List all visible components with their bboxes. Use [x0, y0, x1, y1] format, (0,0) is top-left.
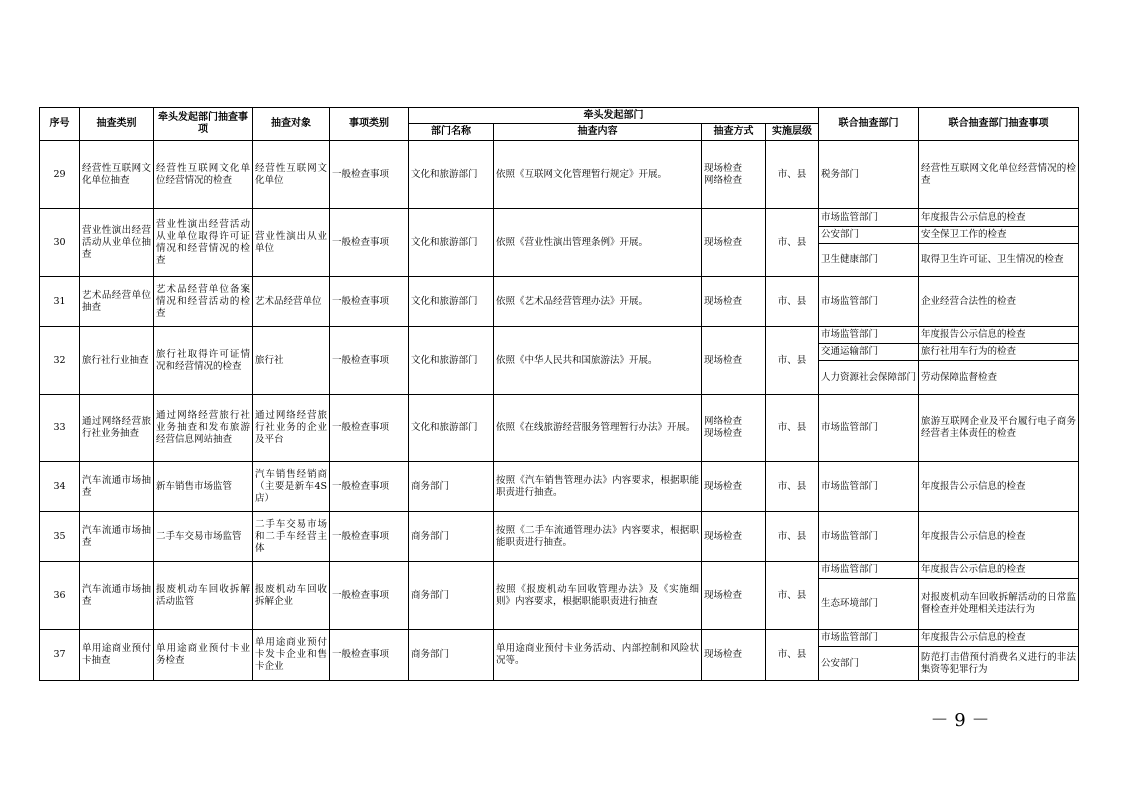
joint-item-cell: 年度报告公示信息的检查: [919, 512, 1079, 562]
lead-item-cell: 新车销售市场监管: [154, 462, 253, 512]
content-cell: 依照《营业性演出管理条例》开展。: [494, 209, 702, 277]
target-cell: 单用途商业预付卡发卡企业和售卡企业: [253, 630, 330, 681]
joint-item-cell: 安全保卫工作的检查: [919, 227, 1079, 244]
joint-dept-cell: 交通运输部门: [819, 344, 919, 361]
joint-dept-cell: 公安部门: [819, 647, 919, 681]
joint-item-cell: 年度报告公示信息的检查: [919, 630, 1079, 647]
table-row: [40, 209, 1079, 227]
seq-cell: 35: [40, 512, 80, 562]
method-cell: 现场检查 网络检查: [702, 141, 766, 209]
item-type-cell: 一般检查事项: [330, 462, 409, 512]
item-type-cell: 一般检查事项: [330, 395, 409, 462]
joint-dept-cell: 公安部门: [819, 227, 919, 244]
joint-dept-cell: 市场监管部门: [819, 209, 919, 227]
inspection-table: [39, 107, 1079, 681]
header-joint-item: 联合抽查部门抽查事项: [919, 108, 1079, 141]
level-cell: 市、县: [766, 395, 819, 462]
table-row: [40, 277, 1079, 327]
item-type-cell: 一般检查事项: [330, 327, 409, 395]
category-cell: 通过网络经营旅行社业务抽查: [80, 395, 154, 462]
dept-name-cell: 商务部门: [409, 562, 494, 630]
joint-item-cell: 年度报告公示信息的检查: [919, 327, 1079, 344]
lead-item-cell: 旅行社取得许可证情况和经营情况的检查: [154, 327, 253, 395]
target-cell: 汽车销售经销商（主要是新车4S店）: [253, 462, 330, 512]
dept-name-cell: 商务部门: [409, 630, 494, 681]
level-cell: 市、县: [766, 630, 819, 681]
header-item-type: 事项类别: [330, 108, 409, 141]
item-type-cell: 一般检查事项: [330, 277, 409, 327]
seq-cell: 36: [40, 562, 80, 630]
lead-item-cell: 营业性演出经营活动从业单位取得许可证情况和经营情况的检查: [154, 209, 253, 277]
table-header: [40, 108, 1079, 141]
category-cell: 汽车流通市场抽查: [80, 562, 154, 630]
joint-item-cell: 防范打击借预付消费名义进行的非法集资等犯罪行为: [919, 647, 1079, 681]
category-cell: 汽车流通市场抽查: [80, 512, 154, 562]
target-cell: 营业性演出从业单位: [253, 209, 330, 277]
header-dept-name: 部门名称: [409, 124, 494, 141]
header-content: 抽查内容: [494, 124, 702, 141]
seq-cell: 32: [40, 327, 80, 395]
item-type-cell: 一般检查事项: [330, 209, 409, 277]
joint-dept-cell: 卫生健康部门: [819, 244, 919, 277]
category-cell: 经营性互联网文化单位抽查: [80, 141, 154, 209]
method-cell: 现场检查: [702, 630, 766, 681]
header-lead-dept: 牵头发起部门: [409, 108, 819, 124]
joint-item-cell: 经营性互联网文化单位经营情况的检查: [919, 141, 1079, 209]
level-cell: 市、县: [766, 462, 819, 512]
item-type-cell: 一般检查事项: [330, 141, 409, 209]
joint-dept-cell: 人力资源社会保障部门: [819, 361, 919, 395]
method-cell: 现场检查: [702, 277, 766, 327]
lead-item-cell: 单用途商业预付卡业务检查: [154, 630, 253, 681]
target-cell: 报废机动车回收拆解企业: [253, 562, 330, 630]
lead-item-cell: 经营性互联网文化单位经营情况的检查: [154, 141, 253, 209]
category-cell: 汽车流通市场抽查: [80, 462, 154, 512]
item-type-cell: 一般检查事项: [330, 562, 409, 630]
category-cell: 艺术品经营单位抽查: [80, 277, 154, 327]
header-method: 抽查方式: [702, 124, 766, 141]
table-row: [40, 327, 1079, 344]
target-cell: 艺术品经营单位: [253, 277, 330, 327]
header-lead-item: 牵头发起部门抽查事项: [154, 108, 253, 141]
seq-cell: 30: [40, 209, 80, 277]
level-cell: 市、县: [766, 141, 819, 209]
dept-name-cell: 文化和旅游部门: [409, 327, 494, 395]
joint-dept-cell: 市场监管部门: [819, 630, 919, 647]
table-row: [40, 141, 1079, 209]
seq-cell: 33: [40, 395, 80, 462]
method-cell: 现场检查: [702, 562, 766, 630]
lead-item-cell: 艺术品经营单位备案情况和经营活动的检查: [154, 277, 253, 327]
header-level: 实施层级: [766, 124, 819, 141]
level-cell: 市、县: [766, 512, 819, 562]
dept-name-cell: 商务部门: [409, 512, 494, 562]
seq-cell: 37: [40, 630, 80, 681]
joint-dept-cell: 市场监管部门: [819, 462, 919, 512]
joint-dept-cell: 市场监管部门: [819, 395, 919, 462]
content-cell: 按照《报废机动车回收管理办法》及《实施细则》内容要求，根据职能职责进行抽查: [494, 562, 702, 630]
dept-name-cell: 商务部门: [409, 462, 494, 512]
lead-item-cell: 报废机动车回收拆解活动监管: [154, 562, 253, 630]
joint-dept-cell: 生态环境部门: [819, 579, 919, 630]
dept-name-cell: 文化和旅游部门: [409, 277, 494, 327]
lead-item-cell: 通过网络经营旅行社业务抽查和发布旅游经营信息网站抽查: [154, 395, 253, 462]
joint-dept-cell: 市场监管部门: [819, 512, 919, 562]
header-target: 抽查对象: [253, 108, 330, 141]
table-row: [40, 562, 1079, 579]
table-row: [40, 395, 1079, 462]
joint-item-cell: 取得卫生许可证、卫生情况的检查: [919, 244, 1079, 277]
level-cell: 市、县: [766, 327, 819, 395]
header-category: 抽查类别: [80, 108, 154, 141]
joint-item-cell: 劳动保障监督检查: [919, 361, 1079, 395]
method-cell: 现场检查: [702, 512, 766, 562]
joint-item-cell: 年度报告公示信息的检查: [919, 562, 1079, 579]
level-cell: 市、县: [766, 209, 819, 277]
joint-dept-cell: 市场监管部门: [819, 327, 919, 344]
content-cell: 按照《汽车销售管理办法》内容要求，根据职能职责进行抽查。: [494, 462, 702, 512]
joint-item-cell: 年度报告公示信息的检查: [919, 462, 1079, 512]
target-cell: 旅行社: [253, 327, 330, 395]
dept-name-cell: 文化和旅游部门: [409, 395, 494, 462]
content-cell: 单用途商业预付卡业务活动、内部控制和风险状况等。: [494, 630, 702, 681]
joint-dept-cell: 税务部门: [819, 141, 919, 209]
joint-dept-cell: 市场监管部门: [819, 277, 919, 327]
joint-item-cell: 企业经营合法性的检查: [919, 277, 1079, 327]
table-row: [40, 630, 1079, 647]
level-cell: 市、县: [766, 562, 819, 630]
dept-name-cell: 文化和旅游部门: [409, 141, 494, 209]
content-cell: 按照《二手车流通管理办法》内容要求，根据职能职责进行抽查。: [494, 512, 702, 562]
joint-item-cell: 旅游互联网企业及平台履行电子商务经营者主体责任的检查: [919, 395, 1079, 462]
table-row: [40, 512, 1079, 562]
page-number: － 9 －: [930, 710, 990, 731]
table-row: [40, 462, 1079, 512]
content-cell: 依照《互联网文化管理暂行规定》开展。: [494, 141, 702, 209]
content-cell: 依照《在线旅游经营服务管理暂行办法》开展。: [494, 395, 702, 462]
seq-cell: 31: [40, 277, 80, 327]
method-cell: 网络检查 现场检查: [702, 395, 766, 462]
dept-name-cell: 文化和旅游部门: [409, 209, 494, 277]
item-type-cell: 一般检查事项: [330, 512, 409, 562]
item-type-cell: 一般检查事项: [330, 630, 409, 681]
seq-cell: 34: [40, 462, 80, 512]
joint-item-cell: 旅行社用车行为的检查: [919, 344, 1079, 361]
header-seq: 序号: [40, 108, 80, 141]
method-cell: 现场检查: [702, 327, 766, 395]
level-cell: 市、县: [766, 277, 819, 327]
joint-dept-cell: 市场监管部门: [819, 562, 919, 579]
table-body: [40, 141, 1079, 681]
header-joint-dept: 联合抽查部门: [819, 108, 919, 141]
target-cell: 经营性互联网文化单位: [253, 141, 330, 209]
joint-item-cell: 年度报告公示信息的检查: [919, 209, 1079, 227]
method-cell: 现场检查: [702, 462, 766, 512]
lead-item-cell: 二手车交易市场监管: [154, 512, 253, 562]
joint-item-cell: 对报废机动车回收拆解活动的日常监督检查并处理相关违法行为: [919, 579, 1079, 630]
category-cell: 营业性演出经营活动从业单位抽查: [80, 209, 154, 277]
target-cell: 通过网络经营旅行社业务的企业及平台: [253, 395, 330, 462]
category-cell: 单用途商业预付卡抽查: [80, 630, 154, 681]
target-cell: 二手车交易市场和二手车经营主体: [253, 512, 330, 562]
category-cell: 旅行社行业抽查: [80, 327, 154, 395]
method-cell: 现场检查: [702, 209, 766, 277]
content-cell: 依照《中华人民共和国旅游法》开展。: [494, 327, 702, 395]
seq-cell: 29: [40, 141, 80, 209]
content-cell: 依照《艺术品经营管理办法》开展。: [494, 277, 702, 327]
